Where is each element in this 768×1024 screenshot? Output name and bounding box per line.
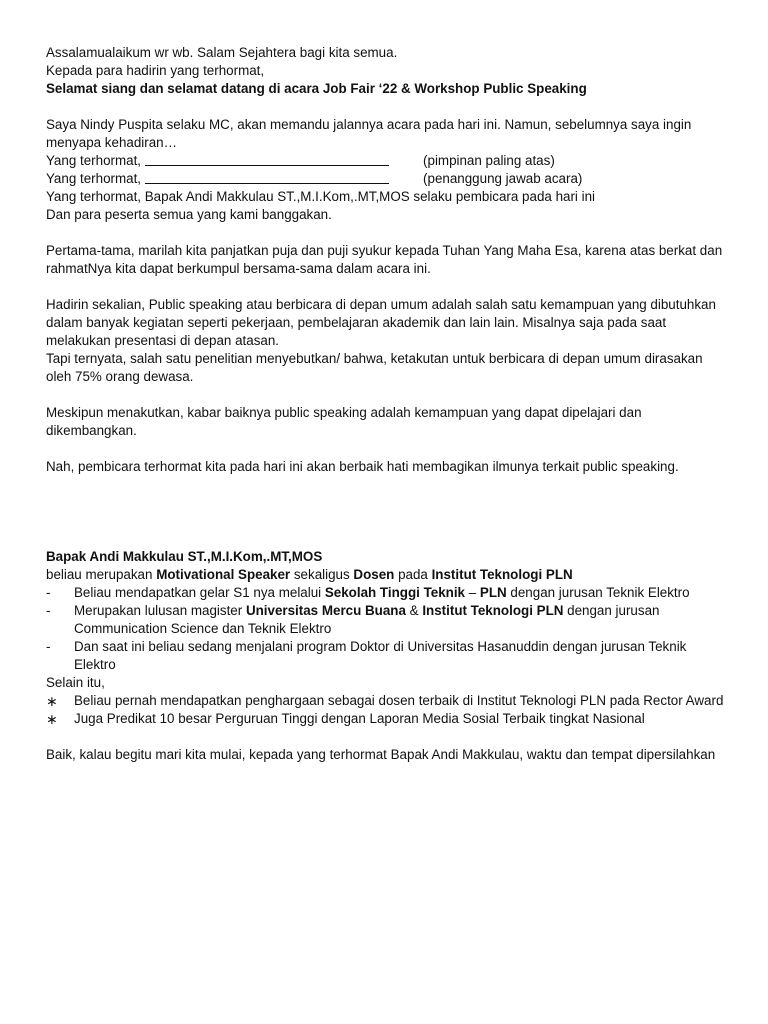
item-bold: Institut Teknologi PLN [422,603,564,618]
selain-itu: Selain itu, [46,675,105,690]
paragraph-research: Tapi ternyata, salah satu penelitian menyebutkan/ bahwa, ketakutan untuk berbicara di depan umum dirasakan oleh 75% orang dewasa. [46,351,703,384]
fill-in-blank-1 [145,152,389,166]
item-text: – [465,585,480,600]
paragraph-gratitude: Pertama-tama, marilah kita panjatkan puja dan puji syukur kepada Tuhan Yang Maha Esa, karena atas berkat dan rahmatNya kita dapat berkumpul bersama-sama dalam acara ini. [46,243,723,276]
welcome-heading: Selamat siang dan selamat datang di acara Job Fair ‘22 & Workshop Public Speaking [46,81,587,96]
dash-marker: - [46,639,51,654]
greeting-row-1-label: Yang terhormat, [46,153,142,168]
education-list [46,584,728,674]
dash-marker: - [46,603,51,618]
greeting-line-1: Assalamualaikum wr wb. Salam Sejahtera bagi kita semua. [46,45,398,60]
item-text: Merupakan lulusan magister [74,603,246,618]
list-item [46,638,728,674]
item-text: Beliau mendapatkan gelar S1 nya melalui [74,585,325,600]
list-item [46,584,728,602]
speaker-role [46,566,728,584]
paragraph-public-speaking: Hadirin sekalian, Public speaking atau berbicara di depan umum adalah salah satu kemampuan yang dibutuhkan dalam banyak kegiatan seperti pekerjaan, pembelajaran akademik dan lain lain. Misalnya saja pada saat melakukan presentasi di depan atasan. [46,297,716,348]
greeting-row-2 [46,170,728,188]
achievement-list [46,692,728,728]
item-text: dengan jurusan Communication Science dan Teknik Elektro [74,603,660,636]
paragraph-speaker-intro: Nah, pembicara terhormat kita pada hari ini akan berbaik hati membagikan ilmunya terkait public speaking. [46,459,679,474]
closing-paragraph: Baik, kalau begitu mari kita mulai, kepada yang terhormat Bapak Andi Makkulau, waktu dan tempat dipersilahkan [46,747,716,762]
list-item [46,692,728,710]
paragraph-good-news: Meskipun menakutkan, kabar baiknya public speaking adalah kemampuan yang dapat dipelajari dan dikembangkan. [46,405,642,438]
greeting-row-1-note: (pimpinan paling atas) [423,153,555,168]
item-text: Dan saat ini beliau sedang menjalani program Doktor di Universitas Hasanuddin dengan jurusan Teknik Elektro [74,639,687,672]
item-text: & [405,603,423,618]
asterisk-icon: ∗ [46,711,58,727]
greeting-row-3: Yang terhormat, Bapak Andi Makkulau ST.,M.I.Kom,.MT,MOS selaku pembicara pada hari ini [46,189,596,204]
fill-in-blank-2 [145,170,389,184]
greeting-row-4: Dan para peserta semua yang kami banggakan. [46,207,332,222]
item-text: dengan jurusan Teknik Elektro [506,585,690,600]
speaker-role-text-2: sekaligus [290,567,354,582]
greeting-line-2: Kepada para hadirin yang terhormat, [46,63,265,78]
greeting-row-2-label: Yang terhormat, [46,171,142,186]
item-text: Juga Predikat 10 besar Perguruan Tinggi dengan Laporan Media Sosial Terbaik tingkat Nasional [74,711,645,726]
asterisk-icon: ∗ [46,693,58,709]
item-bold: Sekolah Tinggi Teknik [324,585,465,600]
dash-marker: - [46,585,51,600]
speaker-role-text-3: pada [394,567,432,582]
speaker-name: Bapak Andi Makkulau ST.,M.I.Kom,.MT,MOS [46,549,323,564]
item-bold: Universitas Mercu Buana [245,603,406,618]
speaker-role-institute: Institut Teknologi PLN [431,567,573,582]
item-bold: PLN [479,585,507,600]
mc-intro: Saya Nindy Puspita selaku MC, akan memandu jalannya acara pada hari ini. Namun, sebelumnya saya ingin menyapa kehadiran… [46,117,692,150]
speaker-role-text: beliau merupakan [46,567,157,582]
speaker-role-motivational: Motivational Speaker [156,567,291,582]
item-text: Beliau pernah mendapatkan penghargaan sebagai dosen terbaik di Institut Teknologi PLN pada Rector Award [74,693,724,708]
list-item [46,710,728,728]
greeting-row-1 [46,152,728,170]
list-item [46,602,728,638]
greeting-row-2-note: (penanggung jawab acara) [423,171,583,186]
speaker-role-dosen: Dosen [353,567,395,582]
